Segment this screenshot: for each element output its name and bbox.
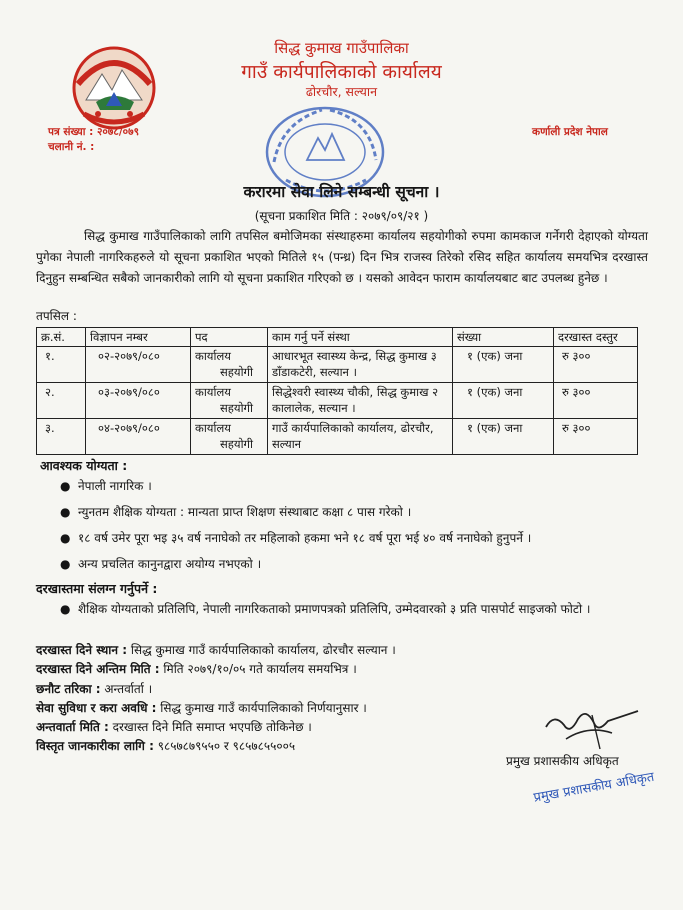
positions-table [36, 327, 638, 455]
interview-date-value: दरखास्त दिने मिति समाप्त भएपछि तोकिनेछ । [108, 720, 312, 734]
col-header-post: पद [191, 328, 268, 347]
bullet-icon: ● [60, 531, 71, 545]
cell-count: १ (एक) जना [453, 347, 554, 383]
post-line-2: सहयोगी [220, 401, 253, 415]
application-deadline-label: दरखास्त दिने अन्तिम मिति : [36, 662, 160, 676]
col-header-sn: क्र.सं. [37, 328, 86, 347]
application-deadline-value: मिति २०७९/१०/०५ गते कार्यालय समयभित्र । [159, 662, 357, 676]
list-item [52, 502, 637, 522]
cell-count: १ (एक) जना [453, 419, 554, 455]
office-name: सिद्ध कुमाख गाउँपालिका [274, 39, 409, 57]
cell-org: सिद्धेश्वरी स्वास्थ्य चौकी, सिद्ध कुमाख २ कालालेक, सल्यान । [268, 383, 453, 419]
list-item [52, 476, 637, 496]
table-header-row [37, 328, 638, 347]
cell-post [191, 347, 268, 383]
table-row [37, 347, 638, 383]
cell-ad-no: ०२-२०७९/०८० [86, 347, 191, 383]
post-line-2: सहयोगी [220, 437, 253, 451]
list-item [52, 599, 642, 619]
cell-sn: १. [37, 347, 86, 383]
cell-ad-no: ०४-२०७९/०८० [86, 419, 191, 455]
application-place-label: दरखास्त दिने स्थान : [36, 643, 128, 657]
service-facility-label: सेवा सुविधा र करा अवधि : [36, 701, 157, 715]
service-facility-value: सिद्ध कुमाख गाउँ कार्यपालिकाको निर्णयानुसार । [156, 701, 367, 715]
interview-date [36, 718, 312, 735]
qualifications-heading: आवश्यक योग्यता : [40, 458, 128, 473]
contact-info-value: ९८५७८७९५५० र ९८५७८५५००५ [153, 739, 296, 753]
table-row [37, 383, 638, 419]
cell-org: आधारभूत स्वास्थ्य केन्द्र, सिद्ध कुमाख ३ डाँडाकटेरी, सल्यान । [268, 347, 453, 383]
col-header-count: संख्या [453, 328, 554, 347]
cell-count: १ (एक) जना [453, 383, 554, 419]
cell-sn: २. [37, 383, 86, 419]
application-deadline [36, 660, 357, 677]
col-header-ad-no: विज्ञापन नम्बर [86, 328, 191, 347]
qualification-text: अन्य प्रचलित कानुनद्वारा अयोग्य नभएको । [78, 557, 262, 571]
office-title: गाउँ कार्यपालिकाको कार्यालय [241, 61, 442, 83]
qualification-text: १८ वर्ष उमेर पूरा भइ ३५ वर्ष ननाघेको तर महिलाको हकमा भने १८ वर्ष पूरा भई ४० वर्ष ननाघेको हुनुपर्ने । [78, 531, 532, 545]
interview-date-label: अन्तवार्ता मिति : [36, 720, 109, 734]
post-line-1: कार्यालय [195, 421, 231, 435]
cell-fee: रु ३०० [554, 383, 638, 419]
application-place-value: सिद्ध कुमाख गाउँ कार्यपालिकाको कार्यालय, ढोरचौर सल्यान । [127, 643, 396, 657]
selection-method-value: अन्तर्वार्ता । [100, 682, 153, 696]
list-item [52, 528, 637, 548]
signature-icon [538, 705, 644, 755]
table-row [37, 419, 638, 455]
office-address: ढोरचौर, सल्यान [305, 84, 378, 99]
documents-heading: दरखास्तमा संलग्न गर्नुपर्ने : [36, 581, 158, 596]
document-text: शैक्षिक योग्यताको प्रतिलिपि, नेपाली नागरिकताको प्रमाणपत्रको प्रतिलिपि, उम्मेदवारको ३ प्रति पासपोर्ट साइजको फोटो । [78, 602, 591, 616]
cell-fee: रु ३०० [554, 347, 638, 383]
post-line-1: कार्यालय [195, 349, 231, 363]
list-item [52, 554, 637, 574]
col-header-fee: दरखास्त दस्तुर [554, 328, 638, 347]
qualifications-list [52, 476, 637, 580]
selection-method [36, 680, 152, 697]
bullet-icon: ● [60, 602, 71, 616]
qualification-text: न्युनतम शैक्षिक योग्यता : मान्यता प्राप्त शिक्षण संस्थाबाट कक्षा ८ पास गरेको । [78, 505, 412, 519]
details-label: तपसिल : [36, 309, 77, 323]
publish-date: (सूचना प्रकाशित मिति : २०७९/०९/२१ ) [254, 209, 429, 223]
col-header-org: काम गर्नु पर्ने संस्था [268, 328, 453, 347]
post-line-2: सहयोगी [220, 365, 253, 379]
selection-method-label: छनौट तरिका : [36, 682, 101, 696]
dispatch-number: चलानी नं. : [48, 141, 95, 153]
cell-post [191, 383, 268, 419]
contact-info-label: विस्तृत जानकारीका लागि : [36, 739, 154, 753]
documents-list [52, 599, 642, 625]
post-line-1: कार्यालय [195, 385, 231, 399]
qualification-text: नेपाली नागरिक । [78, 479, 152, 493]
province-label: कर्णाली प्रदेश नेपाल [532, 126, 608, 138]
application-place [36, 641, 396, 658]
cell-sn: ३. [37, 419, 86, 455]
bullet-icon: ● [60, 479, 71, 493]
ref-number: पत्र संख्या : २०७८/०७९ [48, 126, 140, 138]
notice-intro: सिद्ध कुमाख गाउँपालिकाको लागि तपसिल बमोजिमका संस्थाहरुमा कार्यालय सहयोगीको रुपमा कामकाज गर्नेगरी देहाएको योग्यता पुगेका नेपाली नागरिकहरुले यो सूचना प्रकाशित भएको मितिले १५ (पन्ध्र) दिन भित्र राजस्व तिरेको रसिद सहित कार्यालय समयभित्र दरखास्त दिनुहुन सम्बन्धित सबैको जानकारीको लागि यो सूचना प्रकाशित गरिएको छ । यसको आवेदन फाराम कार्यालयबाट बाट उपलब्ध हुनेछ । [36, 229, 648, 285]
stamp-text: प्रमुख प्रशासकीय अधिकृत [532, 769, 656, 806]
cell-fee: रु ३०० [554, 419, 638, 455]
notice-title: करारमा सेवा लिने सम्बन्धी सूचना । [243, 183, 440, 201]
service-facility [36, 699, 367, 716]
cell-ad-no: ०३-२०७९/०८० [86, 383, 191, 419]
bullet-icon: ● [60, 505, 71, 519]
cell-org: गाउँ कार्यपालिकाको कार्यालय, ढोरचौर, सल्यान [268, 419, 453, 455]
signer-title: प्रमुख प्रशासकीय अधिकृत [506, 754, 619, 768]
cell-post [191, 419, 268, 455]
contact-info [36, 737, 295, 754]
bullet-icon: ● [60, 557, 71, 571]
